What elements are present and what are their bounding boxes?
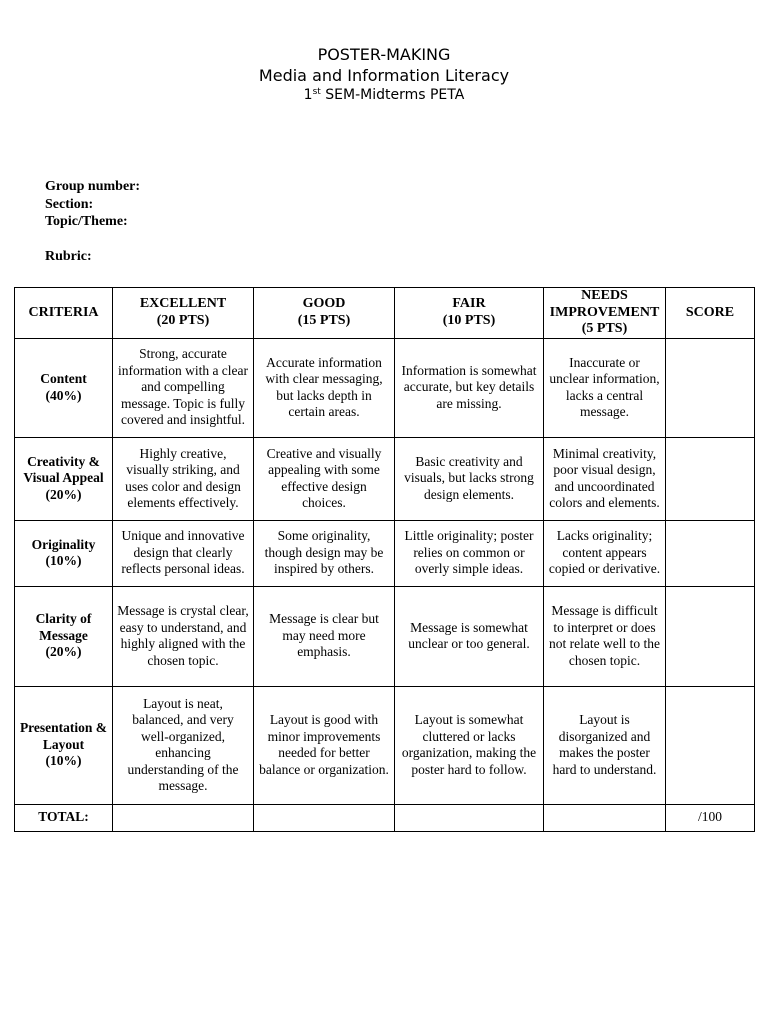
fair-cell: Basic creativity and visuals, but lacks strong design elements. [395, 437, 544, 520]
total-row [15, 804, 755, 831]
header-fair-points: (10 PTS) [442, 312, 496, 328]
score-cell[interactable] [666, 520, 755, 586]
total-empty-cell [544, 804, 666, 831]
needs-improvement-cell: Layout is disorganized and makes the poster hard to understand. [544, 686, 666, 804]
criteria-weight: (20%) [45, 644, 82, 660]
needs-improvement-cell: Lacks originality; content appears copied or derivative. [544, 520, 666, 586]
good-cell: Accurate information with clear messaging, but lacks depth in certain areas. [254, 338, 395, 437]
table-row [15, 686, 755, 804]
header-good [254, 288, 395, 339]
good-cell: Some originality, though design may be inspired by others. [254, 520, 395, 586]
rubric-table [14, 287, 755, 832]
total-empty-cell [113, 804, 254, 831]
rubric-label: Rubric: [45, 249, 92, 264]
total-score[interactable]: /100 [666, 804, 755, 831]
header-excellent-label: EXCELLENT [139, 296, 227, 312]
header-needs-points: (5 PTS) [581, 321, 628, 336]
group-number-label: Group number: [45, 179, 141, 194]
criteria-name: Originality [31, 536, 96, 552]
total-empty-cell [254, 804, 395, 831]
fair-cell: Message is somewhat unclear or too general. [395, 586, 544, 686]
semester-text: SEM-Midterms PETA [320, 87, 465, 103]
score-cell[interactable] [666, 586, 755, 686]
criteria-weight: (20%) [45, 486, 82, 502]
criteria-name: Content [40, 371, 87, 386]
good-cell: Message is clear but may need more emphasis. [254, 586, 395, 686]
fair-cell: Little originality; poster relies on common or overly simple ideas. [395, 520, 544, 586]
criteria-cell [15, 586, 113, 686]
criteria-cell [15, 520, 113, 586]
excellent-cell: Strong, accurate information with a clear and compelling message. Topic is fully covered and insightful. [113, 338, 254, 437]
good-cell: Creative and visually appealing with some effective design choices. [254, 437, 395, 520]
section-label: Section: [45, 196, 94, 212]
document-subtitle: Media and Information Literacy [258, 66, 510, 85]
fair-cell: Information is somewhat accurate, but key details are missing. [395, 338, 544, 437]
table-row [15, 338, 755, 437]
table-row [15, 520, 755, 586]
header-fair [395, 288, 544, 339]
score-cell[interactable] [666, 686, 755, 804]
header-excellent [113, 288, 254, 339]
table-row [15, 437, 755, 520]
needs-improvement-cell: Minimal creativity, poor visual design, and uncoordinated colors and elements. [544, 437, 666, 520]
criteria-name: Presentation & Layout [19, 720, 108, 752]
header-needs-improvement [544, 288, 666, 339]
needs-improvement-cell: Message is difficult to interpret or does not relate well to the chosen topic. [544, 586, 666, 686]
header-row [15, 288, 755, 339]
criteria-cell [15, 686, 113, 804]
header-excellent-points: (20 PTS) [156, 312, 210, 328]
fair-cell: Layout is somewhat cluttered or lacks organization, making the poster hard to follow. [395, 686, 544, 804]
header-score: SCORE [666, 288, 755, 339]
header-good-label: GOOD [302, 296, 346, 312]
header-criteria: CRITERIA [15, 288, 113, 339]
good-cell: Layout is good with minor improvements needed for better balance or organization. [254, 686, 395, 804]
semester-number: 1 [303, 87, 313, 103]
criteria-weight: (10%) [45, 553, 82, 568]
criteria-name: Clarity of Message [35, 611, 92, 643]
total-empty-cell [395, 804, 544, 831]
needs-improvement-cell: Inaccurate or unclear information, lacks a central message. [544, 338, 666, 437]
topic-theme-label: Topic/Theme: [45, 214, 128, 229]
semester-suffix: st [312, 87, 321, 97]
excellent-cell: Unique and innovative design that clearly reflects personal ideas. [113, 520, 254, 586]
header-fair-label: FAIR [452, 296, 486, 312]
score-cell[interactable] [666, 338, 755, 437]
criteria-cell [15, 437, 113, 520]
criteria-weight: (10%) [45, 753, 82, 769]
info-fields [45, 178, 140, 231]
excellent-cell: Layout is neat, balanced, and very well-organized, enhancing understanding of the message. [113, 686, 254, 804]
excellent-cell: Message is crystal clear, easy to understand, and highly aligned with the chosen topic. [113, 586, 254, 686]
score-cell[interactable] [666, 437, 755, 520]
document-header [0, 44, 768, 105]
document-title: POSTER-MAKING [317, 45, 451, 64]
table-row [15, 586, 755, 686]
total-label: TOTAL: [15, 804, 113, 831]
header-good-points: (15 PTS) [297, 312, 351, 328]
semester-line [0, 86, 768, 105]
criteria-weight: (40%) [45, 387, 82, 403]
criteria-name: Creativity & Visual Appeal [23, 453, 104, 486]
header-needs-label: NEEDS IMPROVEMENT [549, 288, 660, 320]
excellent-cell: Highly creative, visually striking, and uses color and design elements effectively. [113, 437, 254, 520]
criteria-cell [15, 338, 113, 437]
